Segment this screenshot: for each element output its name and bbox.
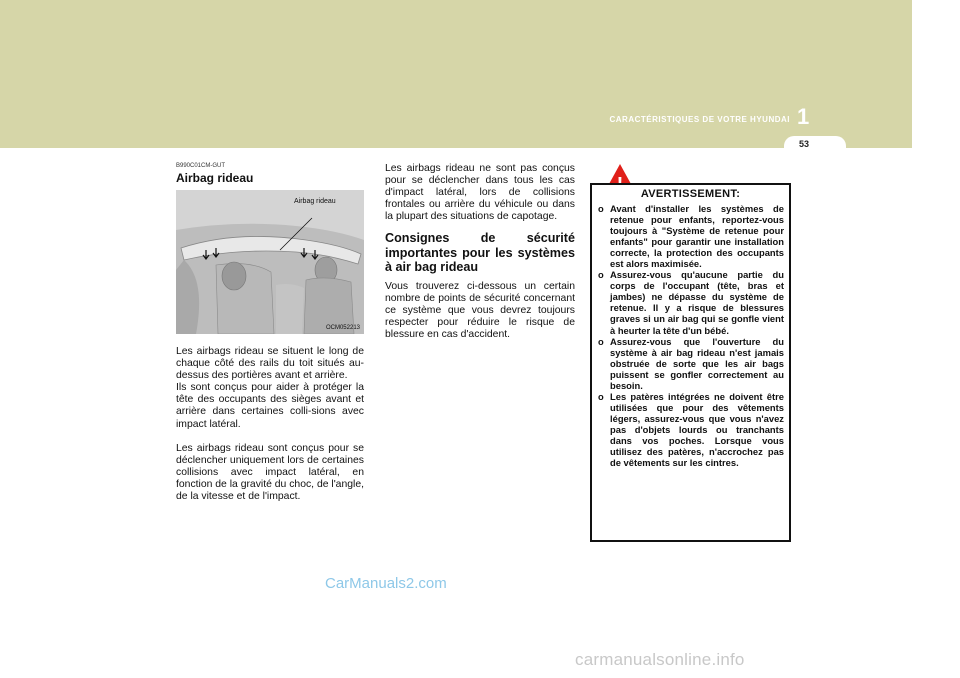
warning-box	[590, 183, 791, 542]
watermark-carmanualsonline: carmanualsonline.info	[575, 650, 745, 669]
airbag-figure	[176, 190, 364, 334]
warning-item: o Avant d'installer les systèmes de retenue pour enfants, reportez-vous toujours à "Système de retenue pour enfants" pour garantir une installation correcte, la protection des occupants est alors maximisée.	[598, 203, 784, 270]
watermark-carmanuals2: CarManuals2.com	[325, 575, 447, 592]
middle-paragraph-1: Les airbags rideau ne sont pas conçus pour se déclencher dans tous les cas d'impact latéral, lors de collisions frontales ou arrière du véhicule ou dans la plupart des situations de capotage.	[385, 163, 575, 223]
left-paragraph-3: Les airbags rideau sont conçus pour se déclencher uniquement lors de certaines collisions avec impact latéral, en fonction de la gravité du choc, de l'angle, de la vitesse et de l'impact.	[176, 442, 364, 503]
chapter-number: 1	[797, 104, 810, 129]
header-band	[0, 0, 912, 148]
warning-title: AVERTISSEMENT:	[640, 188, 741, 200]
warning-list	[598, 203, 784, 468]
left-column	[176, 163, 364, 503]
page-number: 53	[798, 139, 809, 149]
car-interior-illustration	[176, 190, 364, 334]
left-paragraph-1: Les airbags rideau se situent le long de chaque côté des rails du toit situés au-dessus des portières avant et arrière.	[176, 346, 364, 382]
safety-heading: Consignes de sécurité importantes pour les systèmes à air bag rideau	[385, 231, 575, 275]
warning-item: o Assurez-vous que l'ouverture du système à air bag rideau n'est jamais obstruée de sorte que les air bags puissent se gonfler correctement au besoin.	[598, 335, 784, 391]
middle-column	[385, 163, 575, 341]
bullet: o	[598, 203, 604, 214]
chapter-title: CARACTÉRISTIQUES DE VOTRE HYUNDAI	[609, 115, 790, 124]
bullet: o	[598, 390, 604, 402]
figure-label: Airbag rideau	[294, 198, 336, 205]
bullet: o	[598, 269, 604, 281]
section-code: B990C01CM-GUT	[176, 163, 226, 169]
left-paragraph-2: Ils sont conçus pour aider à protéger la tête des occupants des sièges avant et arrière dans certaines colli-sions avec impact latéral.	[176, 382, 364, 430]
warning-item: o Les patères intégrées ne doivent être utilisées que pour des vêtements légers, assurez-vous que vous n'avez pas d'objets lourds ou tranchants dans vos poches. Lorsque vous utilisez des patères, n'accrochez pas de vêtements sur les cintres.	[598, 390, 784, 469]
section-title: Airbag rideau	[176, 171, 254, 185]
warning-item: o Assurez-vous qu'aucune partie du corps de l'occupant (tête, bras et jambes) ne dépasse du système de retenue. Il y a risque de blessures graves si un air bag qui se gonfle vient à heurter la tête d'un bébé.	[598, 269, 784, 336]
figure-code: OCM052213	[325, 325, 360, 331]
middle-paragraph-2: Vous trouverez ci-dessous un certain nombre de points de sécurité concernant ce système que vous devrez toujours respecter pour réduire le risque de blessure en cas d'accident.	[385, 280, 575, 341]
bullet: o	[598, 335, 604, 347]
